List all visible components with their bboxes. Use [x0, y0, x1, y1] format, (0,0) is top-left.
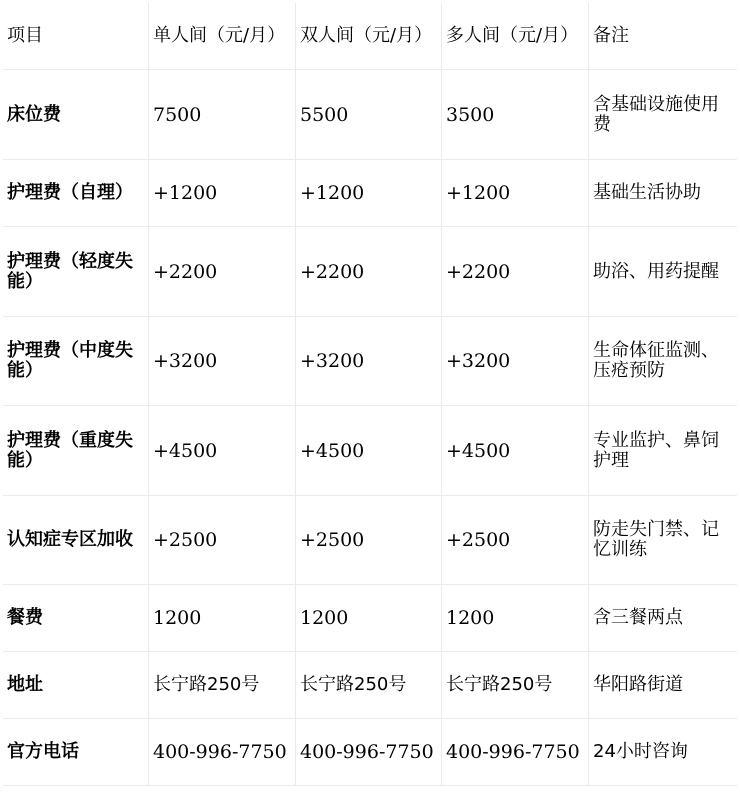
table-row-dementia-zone	[3, 496, 737, 585]
row-note: 华阳路街道	[593, 674, 683, 695]
table-header-row	[3, 3, 737, 70]
row-item: 官方电话	[3, 719, 149, 785]
row-note: 含三餐两点	[593, 607, 683, 628]
header-note: 备注	[593, 25, 629, 46]
single-room-price: +4500	[149, 406, 296, 495]
double-room-price: +2500	[296, 496, 442, 584]
double-room-address: 长宁路250号	[296, 652, 442, 718]
double-room-price: +2200	[296, 227, 442, 316]
row-item: 护理费（重度失能）	[3, 406, 149, 495]
row-note: 助浴、用药提醒	[593, 260, 719, 282]
row-item: 护理费（轻度失能）	[3, 227, 149, 316]
single-room-price: +1200	[149, 160, 296, 226]
row-item: 地址	[3, 652, 149, 718]
double-room-price: +3200	[296, 317, 442, 405]
multi-room-phone: 400-996-7750	[442, 719, 589, 785]
single-room-price: +3200	[149, 317, 296, 405]
double-room-price: 5500	[296, 70, 442, 159]
row-note: 防走失门禁、记忆训练	[593, 519, 719, 560]
header-double-room: 双人间（元/月）	[296, 3, 442, 69]
table-row-care-self	[3, 160, 737, 227]
row-note: 基础生活协助	[593, 182, 701, 203]
table-row-care-mild	[3, 227, 737, 317]
multi-room-address: 长宁路250号	[442, 652, 589, 718]
double-room-price: +1200	[296, 160, 442, 226]
multi-room-price: 3500	[442, 70, 589, 159]
single-room-phone: 400-996-7750	[149, 719, 296, 785]
multi-room-price: +1200	[442, 160, 589, 226]
row-item: 床位费	[3, 70, 149, 159]
table-row-care-moderate	[3, 317, 737, 406]
header-single-room: 单人间（元/月）	[149, 3, 296, 69]
header-item: 项目	[3, 3, 149, 69]
row-note: 专业监护、鼻饲护理	[593, 429, 719, 471]
row-item: 护理费（中度失能）	[3, 317, 149, 405]
single-room-price: 7500	[149, 70, 296, 159]
multi-room-price: +2500	[442, 496, 589, 584]
multi-room-price: +4500	[442, 406, 589, 495]
single-room-price: +2500	[149, 496, 296, 584]
single-room-price: +2200	[149, 227, 296, 316]
header-multi-room: 多人间（元/月）	[442, 3, 589, 69]
table-row-bed-fee	[3, 70, 737, 160]
row-item: 认知症专区加收	[3, 496, 149, 584]
multi-room-price: +2200	[442, 227, 589, 316]
single-room-address: 长宁路250号	[149, 652, 296, 718]
table-row-phone	[3, 719, 737, 786]
table-row-meal-fee	[3, 585, 737, 652]
row-note: 24小时咨询	[593, 741, 688, 762]
double-room-price: 1200	[296, 585, 442, 651]
table-row-address	[3, 652, 737, 719]
row-note: 生命体征监测、压疮预防	[593, 340, 719, 381]
double-room-phone: 400-996-7750	[296, 719, 442, 785]
row-item: 餐费	[3, 585, 149, 651]
multi-room-price: +3200	[442, 317, 589, 405]
row-note: 含基础设施使用费	[593, 93, 719, 135]
table-row-care-severe	[3, 406, 737, 496]
single-room-price: 1200	[149, 585, 296, 651]
multi-room-price: 1200	[442, 585, 589, 651]
row-item: 护理费（自理）	[3, 160, 149, 226]
fee-table	[3, 3, 737, 786]
double-room-price: +4500	[296, 406, 442, 495]
